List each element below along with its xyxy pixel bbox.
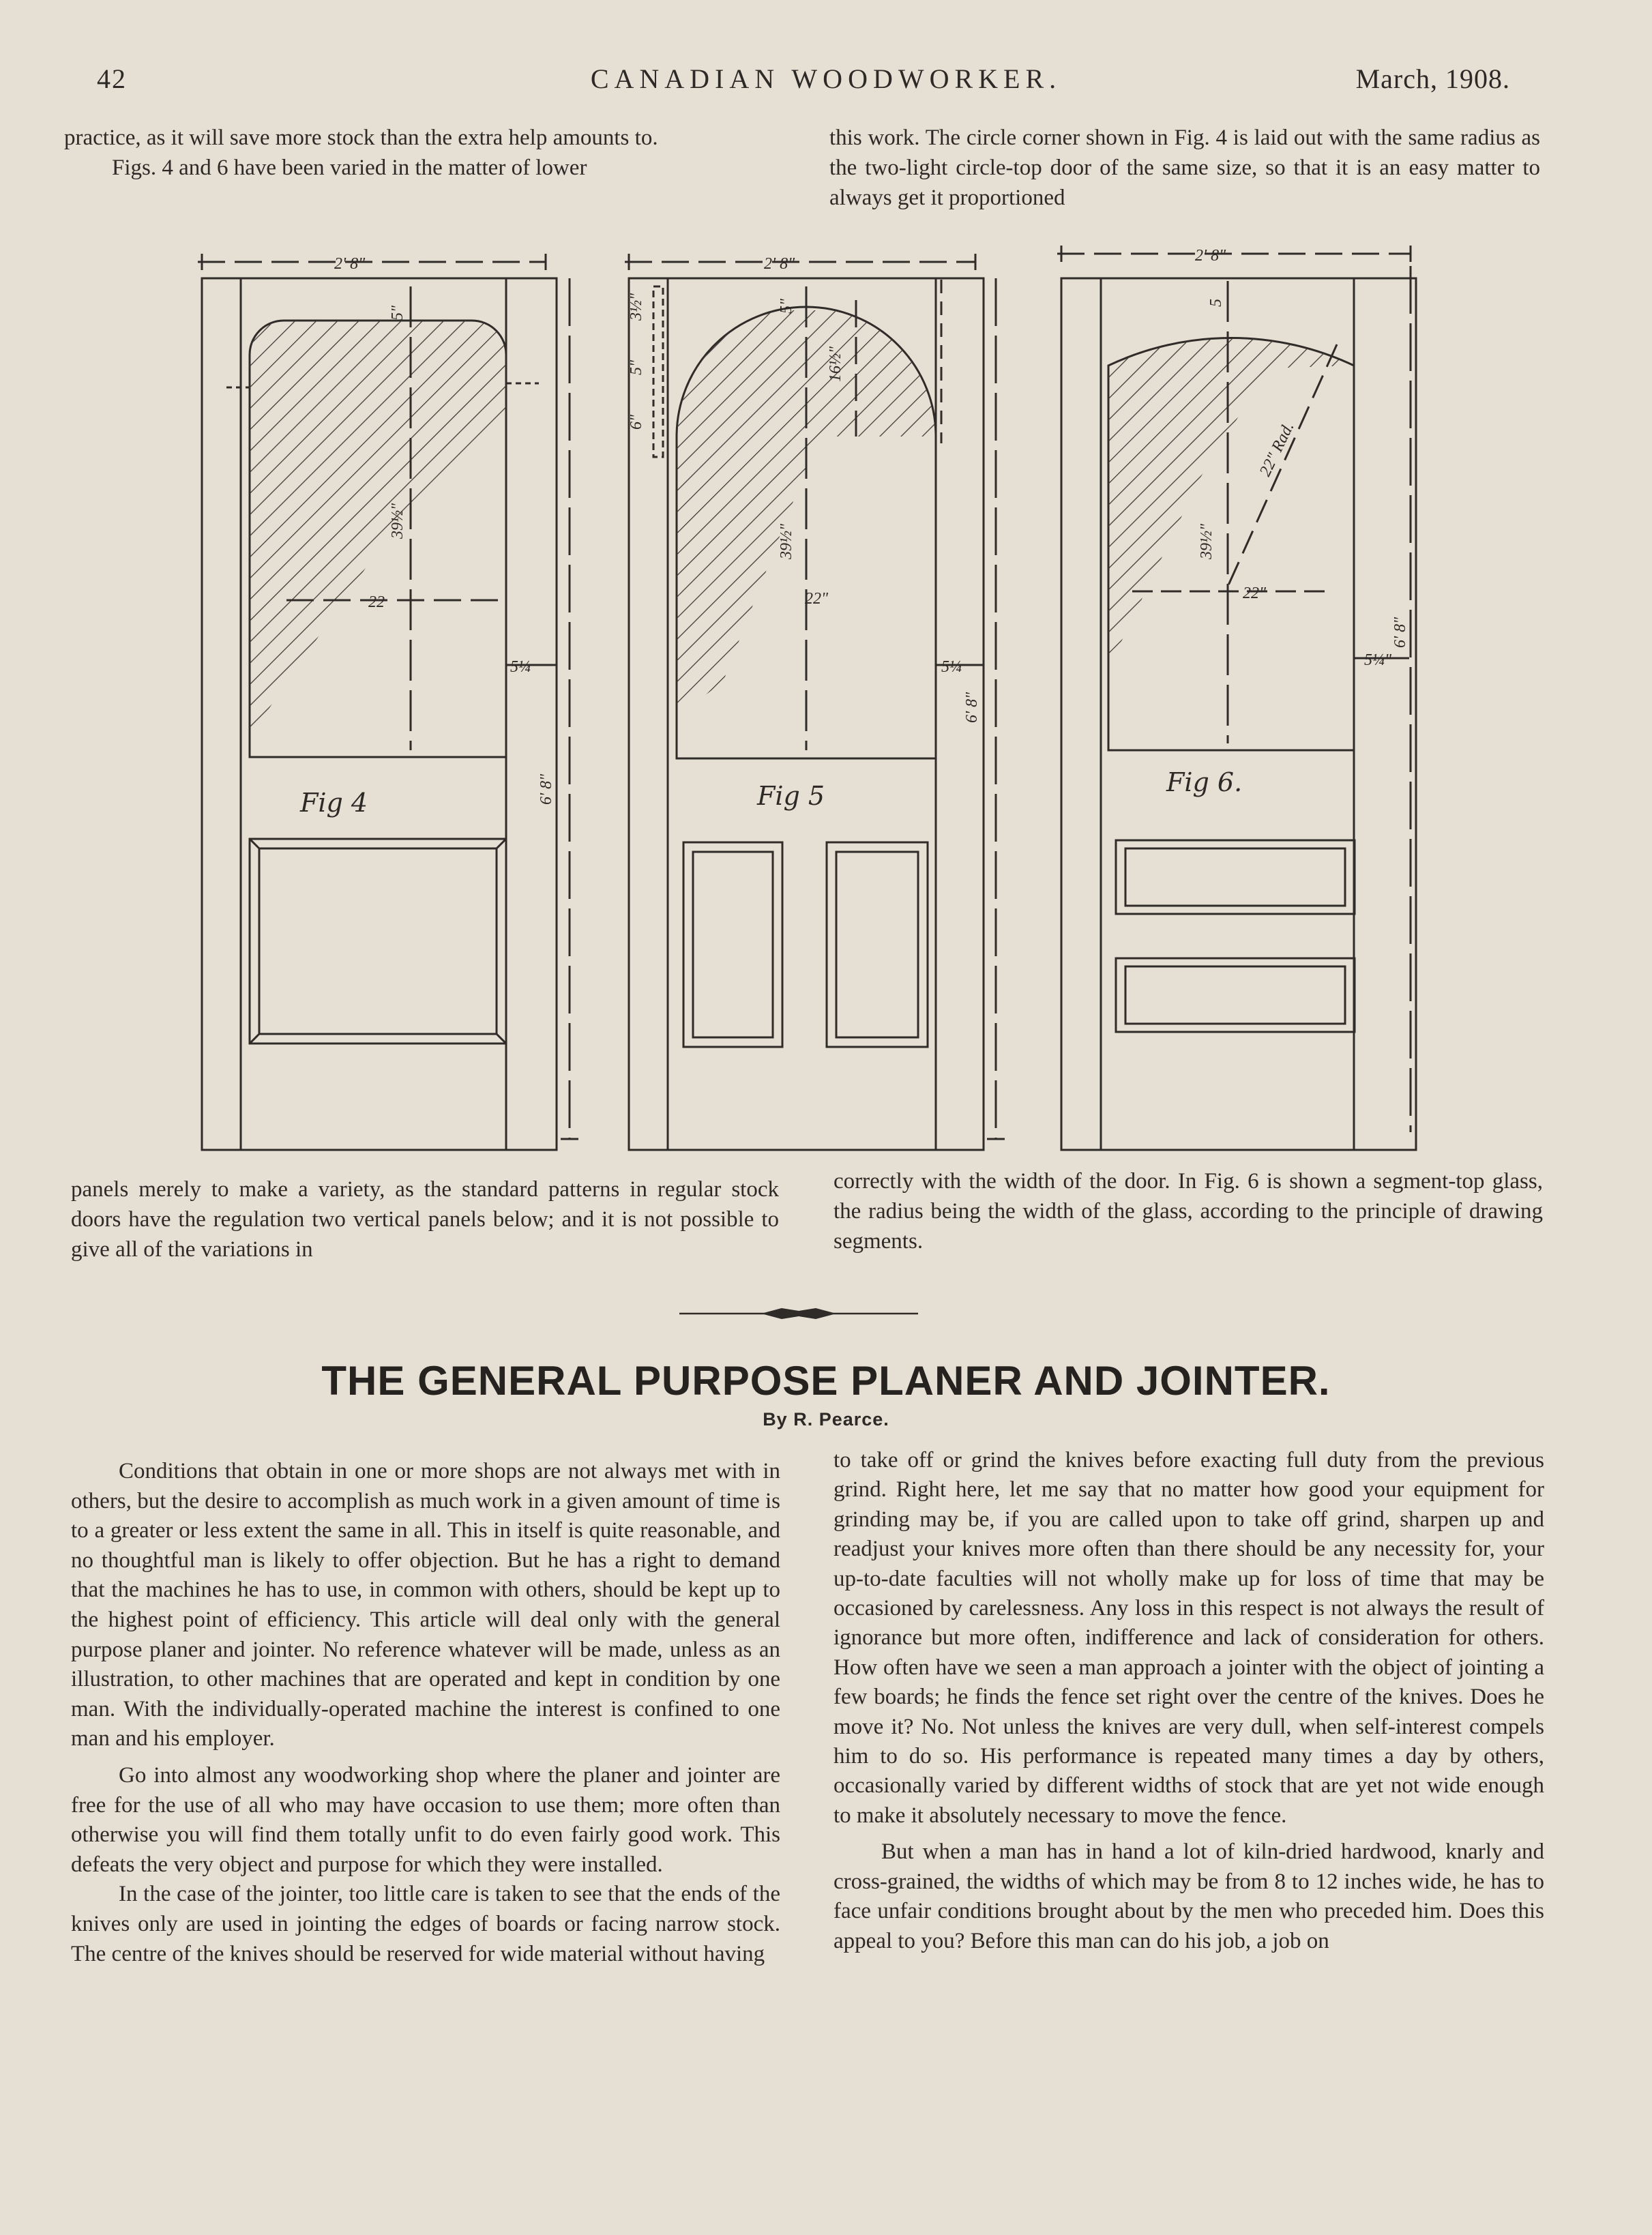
fig4-glass-width-dim: 22: [368, 593, 385, 611]
fig4-width-dim: 2' 8": [334, 255, 366, 273]
fig5-side-dim: 5": [628, 359, 645, 375]
paragraph: practice, as it will save more stock than the extra help amounts to.: [64, 125, 658, 150]
issue-date: March, 1908.: [1355, 63, 1510, 94]
fig5-width-dim: 2' 8": [764, 255, 795, 273]
fig6-width-dim: 2' 8": [1195, 247, 1226, 265]
fig5-glass-width-dim: 22": [805, 590, 829, 608]
article-right-column: [834, 1446, 1544, 1956]
mid-right-column: [834, 1166, 1543, 1256]
paragraph: panels merely to make a variety, as the standard patterns in regular stock doors have the regulation two vertical panels below; and it is not possible to give all of the variations in: [71, 1177, 779, 1262]
paragraph: Figs. 4 and 6 have been varied in the matter of lower: [112, 156, 587, 180]
page-number: 42: [97, 63, 127, 94]
article-headline: THE GENERAL PURPOSE PLANER AND JOINTER.: [321, 1358, 1331, 1404]
fig5-side-dim: 6": [628, 414, 645, 430]
fig5-height-dim: 6' 8": [963, 692, 981, 723]
fig5-side-dim: 3½": [628, 293, 645, 321]
fig4-label: Fig 4: [300, 788, 368, 818]
fig4-top-rail-dim: 5": [389, 305, 407, 321]
fig6-height-dim: 6' 8": [1391, 617, 1409, 648]
fig5-top-rail-dim: 5": [778, 298, 795, 314]
fig5-arch-rise-dim: 16½": [827, 346, 844, 382]
fig6-label: Fig 6.: [1166, 767, 1243, 797]
paragraph: In the case of the jointer, too little care is taken to see that the ends of the knives only are used in jointing the edges of boards or facing narrow stock. The centre of the knives should be reserved for wide material without having: [71, 1882, 780, 1966]
fig4-glass-height-dim: 39½": [389, 503, 407, 539]
fig5-glass-height-dim: 39½": [778, 523, 795, 559]
fig6-glass-width-dim: 22": [1243, 584, 1267, 602]
paragraph: Go into almost any woodworking shop where the planer and jointer are free for the use of all who may have occasion to use them; more often than otherwise you will find them totally unfit to do even fairly good work. This defeats the very object and purpose for which they were installed.: [71, 1762, 780, 1877]
fig4-stile-dim: 5¼: [510, 658, 531, 676]
fig6-radius-dim: 22" Rad.: [1256, 419, 1298, 479]
door-fig-6: [1057, 246, 1416, 1150]
door-fig-5: [625, 254, 1005, 1150]
fig5-label: Fig 5: [757, 781, 825, 811]
article-left-column: [71, 1457, 780, 1969]
article-byline: By R. Pearce.: [763, 1409, 889, 1430]
mid-left-column: [71, 1174, 779, 1264]
fig5-stile-dim: 5¼: [941, 658, 962, 676]
door-fig-4: [198, 254, 578, 1150]
paragraph: Conditions that obtain in one or more shops are not always met with in others, but the desire to accomplish as much work in a given amount of time is to a greater or less extent the same in all. This in itself is quite reasonable, and no thoughtful man is likely to offer objection. But he has a right to demand that the machines he has to use, in common with others, should be kept up to the highest point of efficiency. This article will deal only with the general purpose planer and jointer. No reference whatever will be made, unless as an illustration, to other machines that are operated and kept in condition by one man. With the individually-operated machine the interest is confined to one man and his employer.: [71, 1459, 780, 1751]
fig6-glass-height-dim: 39½": [1198, 523, 1215, 559]
journal-title: CANADIAN WOODWORKER.: [590, 63, 1062, 94]
paragraph: to take off or grind the knives before exacting full duty from the previous grind. Right here, let me say that no matter how good your equipment for grinding may be, if you are called upon to take off grind, sharpen up and readjust your knives more often than there should be any necessity for, your up-to-date faculties will not wholly make up for loss of time that may be occasioned by carelessness. Any loss in this respect is not always the result of ignorance but more often, indifference and lack of consideration for others. How often have we seen a man approach a jointer with the object of jointing a few boards; he finds the fence set right over the centre of the knives. Does he move it? No. Not unless the knives are very dull, when self-interest compels him to do so. His performance is repeated many times a day by others, occasionally varied by different widths of stock that are yet not wide enough to make it absolutely necessary to move the fence.: [834, 1448, 1544, 1828]
section-divider-ornament: [679, 1301, 918, 1326]
fig4-height-dim: 6' 8": [537, 773, 555, 805]
fig6-top-rail-dim: 5: [1207, 299, 1225, 307]
paragraph: But when a man has in hand a lot of kiln-dried hardwood, knarly and cross-grained, the widths of which may be from 8 to 12 inches wide, he has to face unfair conditions brought about by the men who preceded him. Does this appeal to you? Before this man can do his job, a job on: [834, 1839, 1544, 1953]
paragraph: this work. The circle corner shown in Fig. 4 is laid out with the same radius as the two-light circle-top door of the same size, so that it is an easy matter to always get it proportioned: [829, 125, 1540, 210]
paragraph: correctly with the width of the door. In Fig. 6 is shown a segment-top glass, the radius being the width of the glass, according to the principle of drawing segments.: [834, 1169, 1543, 1254]
fig6-stile-dim: 5¼": [1364, 651, 1392, 669]
